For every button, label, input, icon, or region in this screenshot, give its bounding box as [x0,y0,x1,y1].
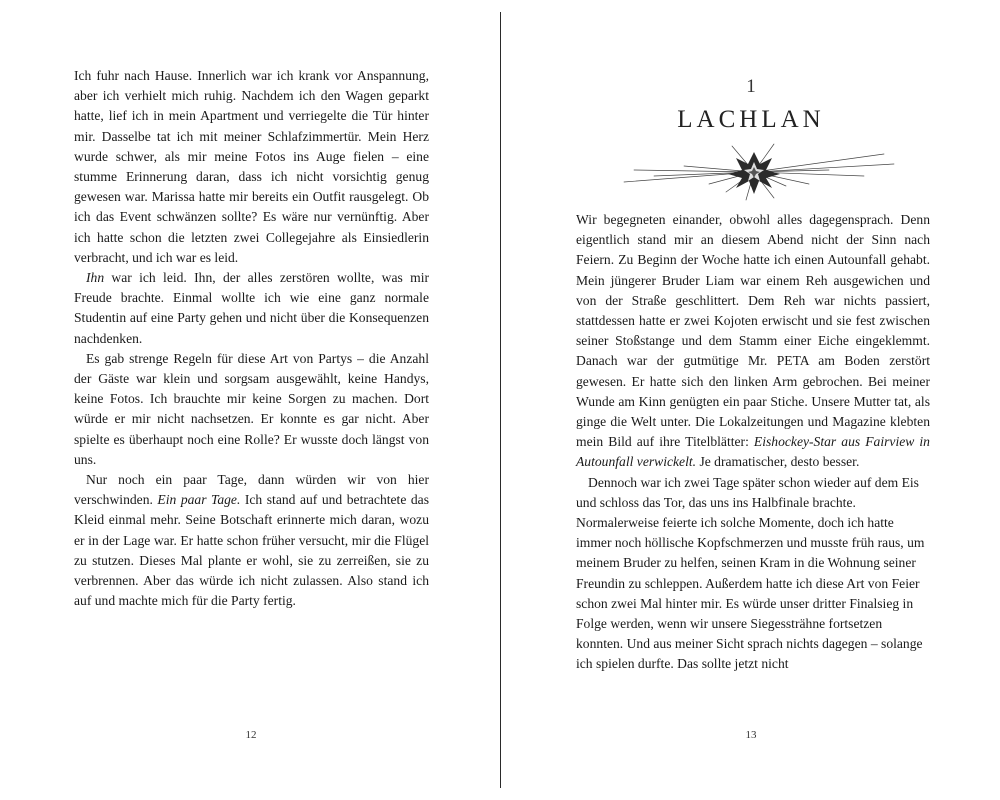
right-page-text [576,210,930,675]
shattered-glass-ornament-icon [614,140,904,204]
paragraph: Ich fuhr nach Hause. Innerlich war ich krank vor Anspannung, aber ich verhielt mich ruhig. Nachdem ich den Wagen geparkt hatte, lief ich in mein Apartment und verriegelte die Tür hinter mir. Dasselbe tat ich mit meiner Schlafzimmertür. Mein Herz wurde schwer, als mir meine Fotos ins Auge fielen – eine stumme Erinnerung daran, dass ich nicht vorsichtig genug gewesen war. Marissa hatte mir bereits ein Outfit rausgelegt. Ob ich das Event schwänzen sollte? Es wäre nur vernünftig. Aber ich hatte schon die letzten zwei Collegejahre als Einsiedlerin verbracht, und ich war es leid. [74,68,429,265]
paragraph: Dennoch war ich zwei Tage später schon wieder auf dem Eis und schloss das Tor, das uns ins Halbfinale brachte. Normalerweise feierte ich solche Momente, doch ich hatte immer noch höllische Kopfschmerzen und musste früh raus, um meinem Bruder zu helfen, seinen Kram in die Wohnung seiner Freundin zu schleppen. Außerdem hatte ich diese Art von Feier schon zwei Mal hinter mir. Es würde unser dritter Finalsieg in Folge werden, wenn wir unsere Siegessträhne fortsetzen konnten. Und aus meiner Sicht sprach nichts dagegen – solange ich spielen durfte. Das sollte jetzt nicht [576,474,925,672]
book-gutter [500,12,501,788]
paragraph [74,268,429,349]
paragraph-text: Ich stand auf und betrachtete das Kleid einmal mehr. Seine Botschaft erinnerte mich daran, wozu er in der Lage war. Er hatte schon früher versucht, mir die Flügel zu stutzen. Dieses Mal plante er wohl, sie zu zerreißen, sie zu verbrennen. Aber das würde ich nicht zulassen. Also stand ich auf und machte mich für die Party fertig. [74,492,429,609]
left-page-text [74,66,429,611]
paragraph-text: Wir begegneten einander, obwohl alles dagegensprach. Denn eigentlich stand mir an diesem Abend nicht der Sinn nach Feiern. Zu Beginn der Woche hatte ich einen Autounfall gehabt. Mein jüngerer Bruder Liam war einem Reh ausgewichen und von der Straße geschlittert. Dem Reh war nichts passiert, stattdessen hatte er zwei Kojoten erwischt und sie fest zwischen seiner Stoßstange und dem Stamm einer Eiche eingeklemmt. Danach war der gutmütige Mr. PETA am Boden zerstört gewesen. Er hatte sich den linken Arm gebrochen. Bei meiner Wunde am Kinn genügten ein paar Stiche. Unsere Mutter tat, als ginge die Welt unter. Die Lokalzeitungen und Magazine klebten mein Bild auf ihre Titelblätter: [576,212,930,450]
paragraph: Es gab strenge Regeln für diese Art von Partys – die Anzahl der Gäste war klein und sorgsam ausgewählt, keine Handys, keine Fotos. Ich brauchte mir keine Sorgen zu machen. Dort würde er mir nicht nachsetzen. Er konnte es gar nicht. Aber spielte es überhaupt noch eine Rolle? Er wusste doch längst von uns. [74,350,429,467]
italic-phrase: Ihn [86,270,105,286]
page-number: 13 [745,729,757,741]
paragraph [74,470,429,611]
page-number: 12 [245,729,257,741]
paragraph-text: war ich leid. Ihn, der alles zerstören wollte, was mir Freude brachte. Einmal wollte ich wie eine ganz normale Studentin auf eine Party gehen und nicht über die Konsequenzen nachdenken. [74,270,429,346]
chapter-title: LACHLAN [677,106,825,133]
right-page [502,0,1000,800]
paragraph [576,210,930,473]
chapter-number: 1 [746,76,756,97]
paragraph-text: Nur noch ein paar Tage, dann würden wir von hier verschwinden. [74,472,429,508]
italic-phrase: Eishockey-Star aus Fairview in Autounfall verwickelt. [576,434,930,470]
italic-phrase: Ein paar Tage. [157,492,241,508]
paragraph-text: Je dramatischer, desto besser. [696,454,860,470]
